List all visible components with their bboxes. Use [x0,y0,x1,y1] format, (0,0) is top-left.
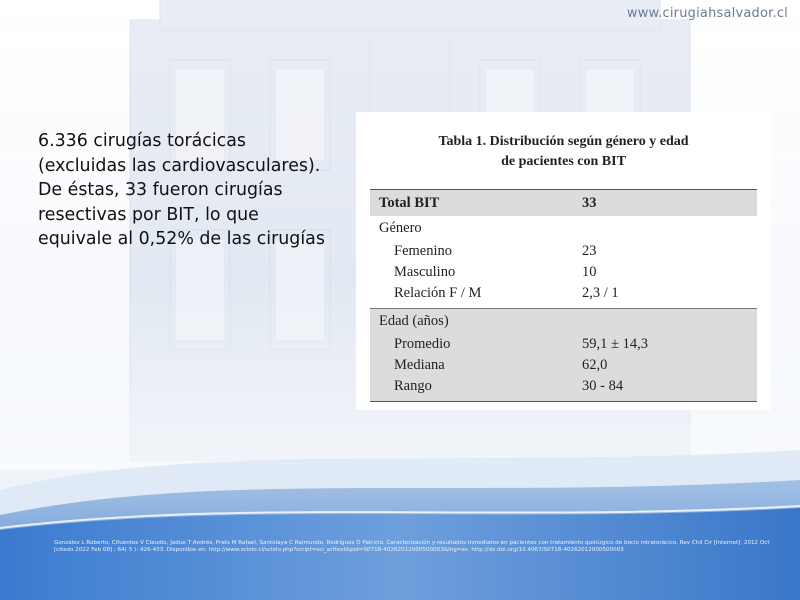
table-caption-line-2: de pacientes con BIT [501,154,626,169]
total-label: Total BIT [370,190,582,217]
table-row-gender-heading [370,216,757,241]
row-value: 30 - 84 [582,376,757,402]
row-value: 10 [582,264,597,280]
row-label: Masculino [394,264,456,280]
table-row-age-heading [370,309,757,335]
citation-text: González L Roberto, Cifuentes V Claudio, Jadue T Andrés, Prats M Rafael, Santolaya C Raimundo, Rodríguez D Patricio. Caracterización y resultados inmediatos en pacientes con tratamiento quirúrgico de bocio intratorácico. Rev Chil Cir [Internet]. 2012 Oct [citado 2022 Feb 08] ; 64( 5 ): 426-433. Disponible en: http://www.scielo.cl/scielo.php?script=sci_arttext&pid=S0718-40262012000500003&lng=es. http://dx.doi.org/10.4067/S0718-40262012000500003 [54,540,770,553]
table-row-total [370,190,757,217]
row-value: 23 [582,243,597,259]
row-label: Mediana [370,355,582,376]
table-row [370,334,757,355]
background-blue-wave [0,430,800,600]
table-row [370,283,757,309]
gender-heading: Género [379,220,422,236]
row-label: Rango [370,376,582,402]
body-paragraph: 6.336 cirugías torácicas (excluidas las cardiovasculares). De éstas, 33 fueron cirugías resectivas por BIT, lo que equivale al 0,52% de las cirugías [38,131,325,249]
distribution-table [370,189,757,402]
row-value: 2,3 / 1 [582,285,619,301]
row-label: Femenino [394,243,452,259]
row-label: Promedio [370,334,582,355]
site-url: www.cirugiahsalvador.cl [626,6,788,21]
table-figure [356,112,771,410]
total-value: 33 [582,190,757,217]
table-caption [356,132,771,172]
row-value: 59,1 ± 14,3 [582,334,757,355]
row-label: Relación F / M [394,285,482,301]
table-row [370,241,757,262]
table-row [370,262,757,283]
table-row [370,355,757,376]
table-caption-line-1: Tabla 1. Distribución según género y edad [438,134,689,149]
table-row [370,376,757,402]
age-heading: Edad (años) [370,309,582,335]
row-value: 62,0 [582,355,757,376]
